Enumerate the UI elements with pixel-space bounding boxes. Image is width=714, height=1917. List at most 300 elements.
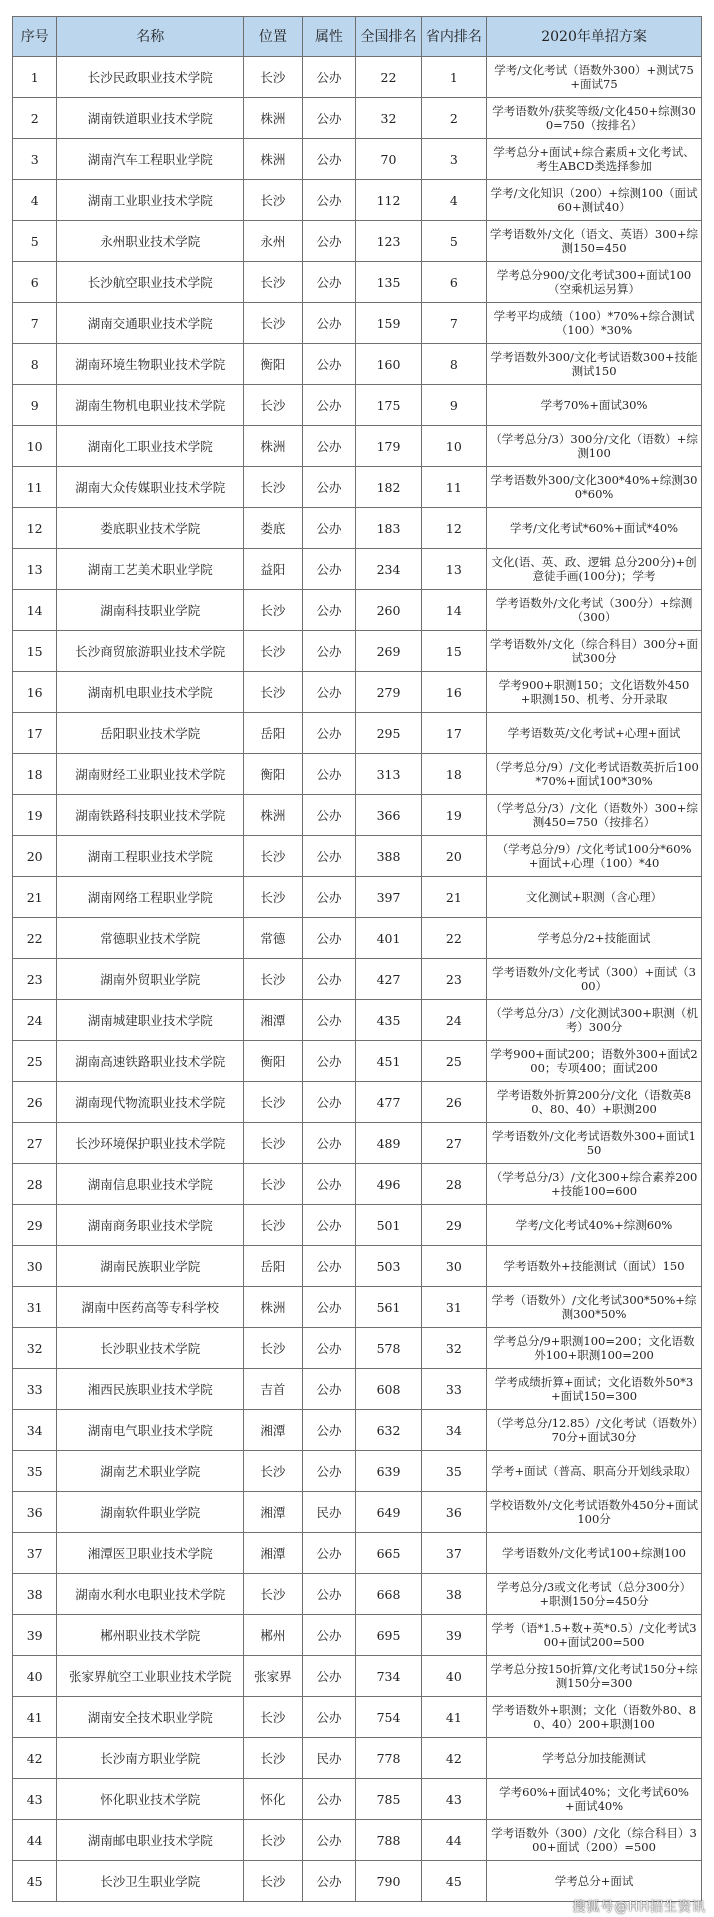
table-row (13, 713, 702, 754)
cell-province-rank: 38 (421, 1574, 486, 1615)
cell-national-rank: 785 (356, 1779, 421, 1820)
cell-index: 6 (13, 262, 57, 303)
cell-province-rank: 22 (421, 918, 486, 959)
cell-location: 岳阳 (244, 1246, 302, 1287)
cell-index: 10 (13, 426, 57, 467)
cell-province-rank: 17 (421, 713, 486, 754)
cell-plan: （学考总分/9）/文化考试语数英折后100*70%+面试100*30% (487, 754, 702, 795)
cell-index: 33 (13, 1369, 57, 1410)
cell-province-rank: 42 (421, 1738, 486, 1779)
cell-national-rank: 388 (356, 836, 421, 877)
cell-index: 25 (13, 1041, 57, 1082)
cell-national-rank: 649 (356, 1492, 421, 1533)
cell-name: 湖南网络工程职业学院 (57, 877, 244, 918)
cell-province-rank: 34 (421, 1410, 486, 1451)
cell-index: 15 (13, 631, 57, 672)
cell-type: 公办 (302, 1656, 356, 1697)
table-row (13, 1082, 702, 1123)
cell-location: 长沙 (244, 57, 302, 98)
ranking-table (12, 16, 702, 1902)
cell-province-rank: 7 (421, 303, 486, 344)
cell-index: 4 (13, 180, 57, 221)
cell-plan: 学考900+职测150；文化语数外450+职测150、机考、分开录取 (487, 672, 702, 713)
cell-index: 31 (13, 1287, 57, 1328)
cell-type: 公办 (302, 1369, 356, 1410)
cell-province-rank: 32 (421, 1328, 486, 1369)
cell-national-rank: 668 (356, 1574, 421, 1615)
cell-national-rank: 175 (356, 385, 421, 426)
cell-type: 公办 (302, 139, 356, 180)
cell-national-rank: 112 (356, 180, 421, 221)
table-row (13, 1574, 702, 1615)
cell-province-rank: 29 (421, 1205, 486, 1246)
cell-index: 11 (13, 467, 57, 508)
cell-location: 株洲 (244, 139, 302, 180)
cell-type: 公办 (302, 467, 356, 508)
cell-name: 湖南交通职业技术学院 (57, 303, 244, 344)
cell-plan: 学考总分+面试+综合素质+文化考试、考生ABCD类选择参加 (487, 139, 702, 180)
cell-type: 公办 (302, 1041, 356, 1082)
cell-national-rank: 435 (356, 1000, 421, 1041)
cell-plan: 学考（语*1.5+数+英*0.5）/文化考试300+面试200=500 (487, 1615, 702, 1656)
cell-national-rank: 788 (356, 1820, 421, 1861)
cell-province-rank: 25 (421, 1041, 486, 1082)
table-row (13, 1533, 702, 1574)
cell-name: 湖南工艺美术职业学院 (57, 549, 244, 590)
cell-national-rank: 22 (356, 57, 421, 98)
cell-plan: 学考总分+面试 (487, 1861, 702, 1902)
cell-location: 长沙 (244, 1861, 302, 1902)
cell-index: 19 (13, 795, 57, 836)
table-row (13, 344, 702, 385)
cell-index: 14 (13, 590, 57, 631)
cell-plan: （学考总分/12.85）/文化考试（语数外）70分+面试30分 (487, 1410, 702, 1451)
table-row (13, 1410, 702, 1451)
cell-plan: 学考语数外/文化考试100+综测100 (487, 1533, 702, 1574)
cell-national-rank: 665 (356, 1533, 421, 1574)
cell-plan: 学考语数英/文化考试+心理+面试 (487, 713, 702, 754)
cell-national-rank: 295 (356, 713, 421, 754)
cell-index: 5 (13, 221, 57, 262)
cell-national-rank: 639 (356, 1451, 421, 1492)
cell-plan: 学考900+面试200；语数外300+面试200；专项400；面试200 (487, 1041, 702, 1082)
cell-location: 长沙 (244, 1738, 302, 1779)
cell-national-rank: 427 (356, 959, 421, 1000)
cell-province-rank: 3 (421, 139, 486, 180)
cell-plan: 学考语数外/文化考试（300分）+综测（300） (487, 590, 702, 631)
cell-province-rank: 36 (421, 1492, 486, 1533)
cell-location: 郴州 (244, 1615, 302, 1656)
cell-index: 36 (13, 1492, 57, 1533)
cell-name: 湖南化工职业技术学院 (57, 426, 244, 467)
cell-national-rank: 234 (356, 549, 421, 590)
cell-national-rank: 183 (356, 508, 421, 549)
cell-province-rank: 6 (421, 262, 486, 303)
cell-national-rank: 397 (356, 877, 421, 918)
cell-location: 湘潭 (244, 1533, 302, 1574)
cell-plan: 学考总分/9+职测100=200；文化语数外100+职测100=200 (487, 1328, 702, 1369)
cell-index: 9 (13, 385, 57, 426)
table-row (13, 1615, 702, 1656)
table-row (13, 877, 702, 918)
cell-index: 18 (13, 754, 57, 795)
cell-province-rank: 37 (421, 1533, 486, 1574)
cell-type: 公办 (302, 1779, 356, 1820)
table-row (13, 795, 702, 836)
cell-name: 郴州职业技术学院 (57, 1615, 244, 1656)
cell-type: 公办 (302, 877, 356, 918)
cell-name: 永州职业技术学院 (57, 221, 244, 262)
header-location: 位置 (244, 17, 302, 57)
cell-name: 常德职业技术学院 (57, 918, 244, 959)
cell-name: 湖南水利水电职业技术学院 (57, 1574, 244, 1615)
cell-plan: 学考语数外折算200分/文化（语数英80、80、40）+职测200 (487, 1082, 702, 1123)
table-row (13, 426, 702, 467)
cell-name: 湖南外贸职业学院 (57, 959, 244, 1000)
cell-plan: 文化(语、英、政、逻辑 总分200分)+创意徒手画(100分)；学考 (487, 549, 702, 590)
cell-name: 湖南信息职业技术学院 (57, 1164, 244, 1205)
cell-index: 7 (13, 303, 57, 344)
cell-type: 公办 (302, 426, 356, 467)
cell-location: 长沙 (244, 1451, 302, 1492)
cell-type: 公办 (302, 713, 356, 754)
cell-index: 8 (13, 344, 57, 385)
cell-plan: 学考语数外300/文化考试语数300+技能测试150 (487, 344, 702, 385)
cell-index: 3 (13, 139, 57, 180)
cell-name: 张家界航空工业职业技术学院 (57, 1656, 244, 1697)
table-row (13, 1738, 702, 1779)
cell-province-rank: 41 (421, 1697, 486, 1738)
cell-type: 民办 (302, 1738, 356, 1779)
cell-type: 公办 (302, 1410, 356, 1451)
cell-plan: 学校语数外/文化考试语数外450分+面试100分 (487, 1492, 702, 1533)
cell-type: 公办 (302, 754, 356, 795)
cell-location: 湘潭 (244, 1000, 302, 1041)
cell-location: 长沙 (244, 877, 302, 918)
cell-type: 公办 (302, 918, 356, 959)
cell-type: 公办 (302, 1697, 356, 1738)
cell-name: 湖南安全技术职业学院 (57, 1697, 244, 1738)
cell-location: 株洲 (244, 795, 302, 836)
cell-province-rank: 19 (421, 795, 486, 836)
cell-location: 岳阳 (244, 713, 302, 754)
cell-location: 长沙 (244, 590, 302, 631)
cell-plan: 学考/文化考试*60%+面试*40% (487, 508, 702, 549)
cell-type: 公办 (302, 303, 356, 344)
cell-name: 长沙民政职业技术学院 (57, 57, 244, 98)
cell-type: 公办 (302, 221, 356, 262)
cell-location: 衡阳 (244, 754, 302, 795)
cell-national-rank: 501 (356, 1205, 421, 1246)
cell-province-rank: 15 (421, 631, 486, 672)
cell-name: 湖南艺术职业学院 (57, 1451, 244, 1492)
table-row (13, 1656, 702, 1697)
cell-location: 长沙 (244, 1205, 302, 1246)
cell-type: 公办 (302, 1533, 356, 1574)
cell-location: 娄底 (244, 508, 302, 549)
cell-plan: 学考语数外/文化（综合科目）300分+面试300分 (487, 631, 702, 672)
cell-province-rank: 20 (421, 836, 486, 877)
cell-location: 长沙 (244, 180, 302, 221)
cell-index: 26 (13, 1082, 57, 1123)
cell-type: 公办 (302, 1123, 356, 1164)
cell-plan: 文化测试+职测（含心理） (487, 877, 702, 918)
cell-type: 公办 (302, 180, 356, 221)
cell-province-rank: 11 (421, 467, 486, 508)
table-row (13, 549, 702, 590)
cell-national-rank: 734 (356, 1656, 421, 1697)
table-row (13, 1369, 702, 1410)
cell-national-rank: 182 (356, 467, 421, 508)
cell-province-rank: 39 (421, 1615, 486, 1656)
cell-plan: 学考60%+面试40%；文化考试60%+面试40% (487, 1779, 702, 1820)
cell-province-rank: 16 (421, 672, 486, 713)
cell-province-rank: 13 (421, 549, 486, 590)
table-row (13, 1287, 702, 1328)
cell-name: 湘潭医卫职业技术学院 (57, 1533, 244, 1574)
cell-index: 41 (13, 1697, 57, 1738)
table-row (13, 1328, 702, 1369)
cell-name: 长沙航空职业技术学院 (57, 262, 244, 303)
table-row (13, 221, 702, 262)
cell-location: 长沙 (244, 672, 302, 713)
cell-name: 湖南城建职业技术学院 (57, 1000, 244, 1041)
cell-province-rank: 28 (421, 1164, 486, 1205)
cell-province-rank: 24 (421, 1000, 486, 1041)
cell-province-rank: 21 (421, 877, 486, 918)
cell-location: 永州 (244, 221, 302, 262)
table-row (13, 672, 702, 713)
cell-index: 38 (13, 1574, 57, 1615)
cell-national-rank: 159 (356, 303, 421, 344)
cell-index: 13 (13, 549, 57, 590)
cell-province-rank: 35 (421, 1451, 486, 1492)
cell-province-rank: 5 (421, 221, 486, 262)
cell-location: 张家界 (244, 1656, 302, 1697)
cell-plan: 学考总分/3或文化考试（总分300分）+职测150分=450分 (487, 1574, 702, 1615)
table-row (13, 57, 702, 98)
cell-type: 公办 (302, 1164, 356, 1205)
cell-province-rank: 8 (421, 344, 486, 385)
table-row (13, 1492, 702, 1533)
cell-province-rank: 14 (421, 590, 486, 631)
cell-location: 湘潭 (244, 1410, 302, 1451)
cell-type: 公办 (302, 590, 356, 631)
cell-province-rank: 33 (421, 1369, 486, 1410)
cell-plan: 学考（语数外）/文化考试300*50%+综测300*50% (487, 1287, 702, 1328)
table-row (13, 1164, 702, 1205)
cell-plan: 学考语数外+职测；文化（语数外80、80、40）200+职测100 (487, 1697, 702, 1738)
cell-plan: 学考语数外+技能测试（面试）150 (487, 1246, 702, 1287)
cell-name: 湖南软件职业学院 (57, 1492, 244, 1533)
cell-type: 公办 (302, 1205, 356, 1246)
cell-index: 17 (13, 713, 57, 754)
cell-national-rank: 496 (356, 1164, 421, 1205)
cell-national-rank: 503 (356, 1246, 421, 1287)
cell-type: 公办 (302, 1861, 356, 1902)
table-row (13, 98, 702, 139)
cell-plan: 学考总分900/文化考试300+面试100（空乘机运另算） (487, 262, 702, 303)
cell-plan: 学考70%+面试30% (487, 385, 702, 426)
cell-national-rank: 578 (356, 1328, 421, 1369)
cell-type: 公办 (302, 1820, 356, 1861)
cell-plan: 学考总分按150折算/文化考试150分+综测150分=300 (487, 1656, 702, 1697)
cell-province-rank: 12 (421, 508, 486, 549)
cell-name: 湖南大众传媒职业技术学院 (57, 467, 244, 508)
cell-name: 湖南工程职业技术学院 (57, 836, 244, 877)
cell-national-rank: 269 (356, 631, 421, 672)
cell-plan: 学考/文化考试（语数外300）+测试75+面试75 (487, 57, 702, 98)
cell-location: 吉首 (244, 1369, 302, 1410)
cell-type: 公办 (302, 508, 356, 549)
cell-national-rank: 451 (356, 1041, 421, 1082)
cell-type: 公办 (302, 57, 356, 98)
cell-province-rank: 27 (421, 1123, 486, 1164)
cell-index: 2 (13, 98, 57, 139)
table-body (13, 57, 702, 1902)
cell-plan: 学考+面试（普高、职高分开划线录取） (487, 1451, 702, 1492)
cell-index: 12 (13, 508, 57, 549)
table-row (13, 1451, 702, 1492)
cell-name: 湘西民族职业技术学院 (57, 1369, 244, 1410)
table-row (13, 139, 702, 180)
cell-province-rank: 26 (421, 1082, 486, 1123)
cell-type: 公办 (302, 1574, 356, 1615)
cell-index: 16 (13, 672, 57, 713)
header-national-rank: 全国排名 (356, 17, 421, 57)
cell-province-rank: 1 (421, 57, 486, 98)
table-row (13, 303, 702, 344)
cell-national-rank: 695 (356, 1615, 421, 1656)
cell-plan: （学考总分/9）/文化考试100分*60%+面试+心理（100）*40 (487, 836, 702, 877)
cell-name: 湖南汽车工程职业学院 (57, 139, 244, 180)
cell-national-rank: 778 (356, 1738, 421, 1779)
cell-name: 湖南生物机电职业技术学院 (57, 385, 244, 426)
cell-type: 公办 (302, 1615, 356, 1656)
cell-location: 长沙 (244, 1123, 302, 1164)
header-row (13, 17, 702, 57)
cell-type: 公办 (302, 1287, 356, 1328)
cell-name: 湖南财经工业职业技术学院 (57, 754, 244, 795)
cell-type: 公办 (302, 385, 356, 426)
cell-plan: 学考语数外/文化考试语数外300+面试150 (487, 1123, 702, 1164)
cell-location: 衡阳 (244, 1041, 302, 1082)
cell-national-rank: 123 (356, 221, 421, 262)
cell-index: 24 (13, 1000, 57, 1041)
cell-national-rank: 279 (356, 672, 421, 713)
cell-name: 岳阳职业技术学院 (57, 713, 244, 754)
cell-name: 长沙卫生职业学院 (57, 1861, 244, 1902)
cell-index: 21 (13, 877, 57, 918)
cell-plan: 学考成绩折算+面试；文化语数外50*3+面试150=300 (487, 1369, 702, 1410)
cell-name: 湖南铁路科技职业技术学院 (57, 795, 244, 836)
cell-plan: （学考总分/3）/文化（语数外）300+综测450=750（按排名） (487, 795, 702, 836)
cell-name: 湖南环境生物职业技术学院 (57, 344, 244, 385)
cell-index: 20 (13, 836, 57, 877)
table-row (13, 1123, 702, 1164)
cell-province-rank: 31 (421, 1287, 486, 1328)
cell-type: 公办 (302, 98, 356, 139)
table-row (13, 508, 702, 549)
cell-location: 长沙 (244, 1820, 302, 1861)
cell-index: 34 (13, 1410, 57, 1451)
cell-plan: （学考总分/3）300分/文化（语数）+综测100 (487, 426, 702, 467)
table-row (13, 1205, 702, 1246)
cell-name: 湖南高速铁路职业技术学院 (57, 1041, 244, 1082)
cell-index: 32 (13, 1328, 57, 1369)
table-row (13, 385, 702, 426)
table-row (13, 1697, 702, 1738)
cell-province-rank: 18 (421, 754, 486, 795)
cell-name: 长沙商贸旅游职业技术学院 (57, 631, 244, 672)
cell-province-rank: 43 (421, 1779, 486, 1820)
cell-national-rank: 754 (356, 1697, 421, 1738)
cell-name: 湖南工业职业技术学院 (57, 180, 244, 221)
table-row (13, 959, 702, 1000)
cell-province-rank: 44 (421, 1820, 486, 1861)
cell-index: 1 (13, 57, 57, 98)
cell-location: 长沙 (244, 262, 302, 303)
cell-type: 公办 (302, 262, 356, 303)
cell-plan: 学考/文化考试40%+综测60% (487, 1205, 702, 1246)
cell-index: 22 (13, 918, 57, 959)
cell-national-rank: 260 (356, 590, 421, 631)
cell-plan: 学考语数外/文化（语文、英语）300+综测150=450 (487, 221, 702, 262)
cell-national-rank: 561 (356, 1287, 421, 1328)
cell-name: 怀化职业技术学院 (57, 1779, 244, 1820)
cell-location: 益阳 (244, 549, 302, 590)
cell-location: 长沙 (244, 836, 302, 877)
cell-location: 长沙 (244, 1082, 302, 1123)
header-type: 属性 (302, 17, 356, 57)
cell-national-rank: 160 (356, 344, 421, 385)
cell-type: 公办 (302, 1451, 356, 1492)
cell-name: 湖南商务职业技术学院 (57, 1205, 244, 1246)
header-name: 名称 (57, 17, 244, 57)
cell-location: 长沙 (244, 959, 302, 1000)
cell-type: 公办 (302, 672, 356, 713)
cell-name: 湖南中医药高等专科学校 (57, 1287, 244, 1328)
cell-national-rank: 70 (356, 139, 421, 180)
cell-location: 株洲 (244, 426, 302, 467)
cell-location: 长沙 (244, 1328, 302, 1369)
cell-location: 衡阳 (244, 344, 302, 385)
cell-location: 湘潭 (244, 1492, 302, 1533)
cell-location: 怀化 (244, 1779, 302, 1820)
cell-province-rank: 10 (421, 426, 486, 467)
cell-index: 23 (13, 959, 57, 1000)
cell-index: 40 (13, 1656, 57, 1697)
cell-name: 湖南电气职业技术学院 (57, 1410, 244, 1451)
cell-type: 民办 (302, 1492, 356, 1533)
cell-location: 株洲 (244, 98, 302, 139)
cell-location: 长沙 (244, 631, 302, 672)
cell-national-rank: 632 (356, 1410, 421, 1451)
table-row (13, 590, 702, 631)
table-row (13, 1779, 702, 1820)
cell-index: 39 (13, 1615, 57, 1656)
cell-plan: 学考总分加技能测试 (487, 1738, 702, 1779)
table-row (13, 1820, 702, 1861)
table-row (13, 918, 702, 959)
table-row (13, 262, 702, 303)
cell-national-rank: 477 (356, 1082, 421, 1123)
cell-index: 29 (13, 1205, 57, 1246)
cell-province-rank: 4 (421, 180, 486, 221)
cell-plan: 学考语数外/获奖等级/文化450+综测300=750（按排名） (487, 98, 702, 139)
cell-location: 株洲 (244, 1287, 302, 1328)
cell-name: 娄底职业技术学院 (57, 508, 244, 549)
